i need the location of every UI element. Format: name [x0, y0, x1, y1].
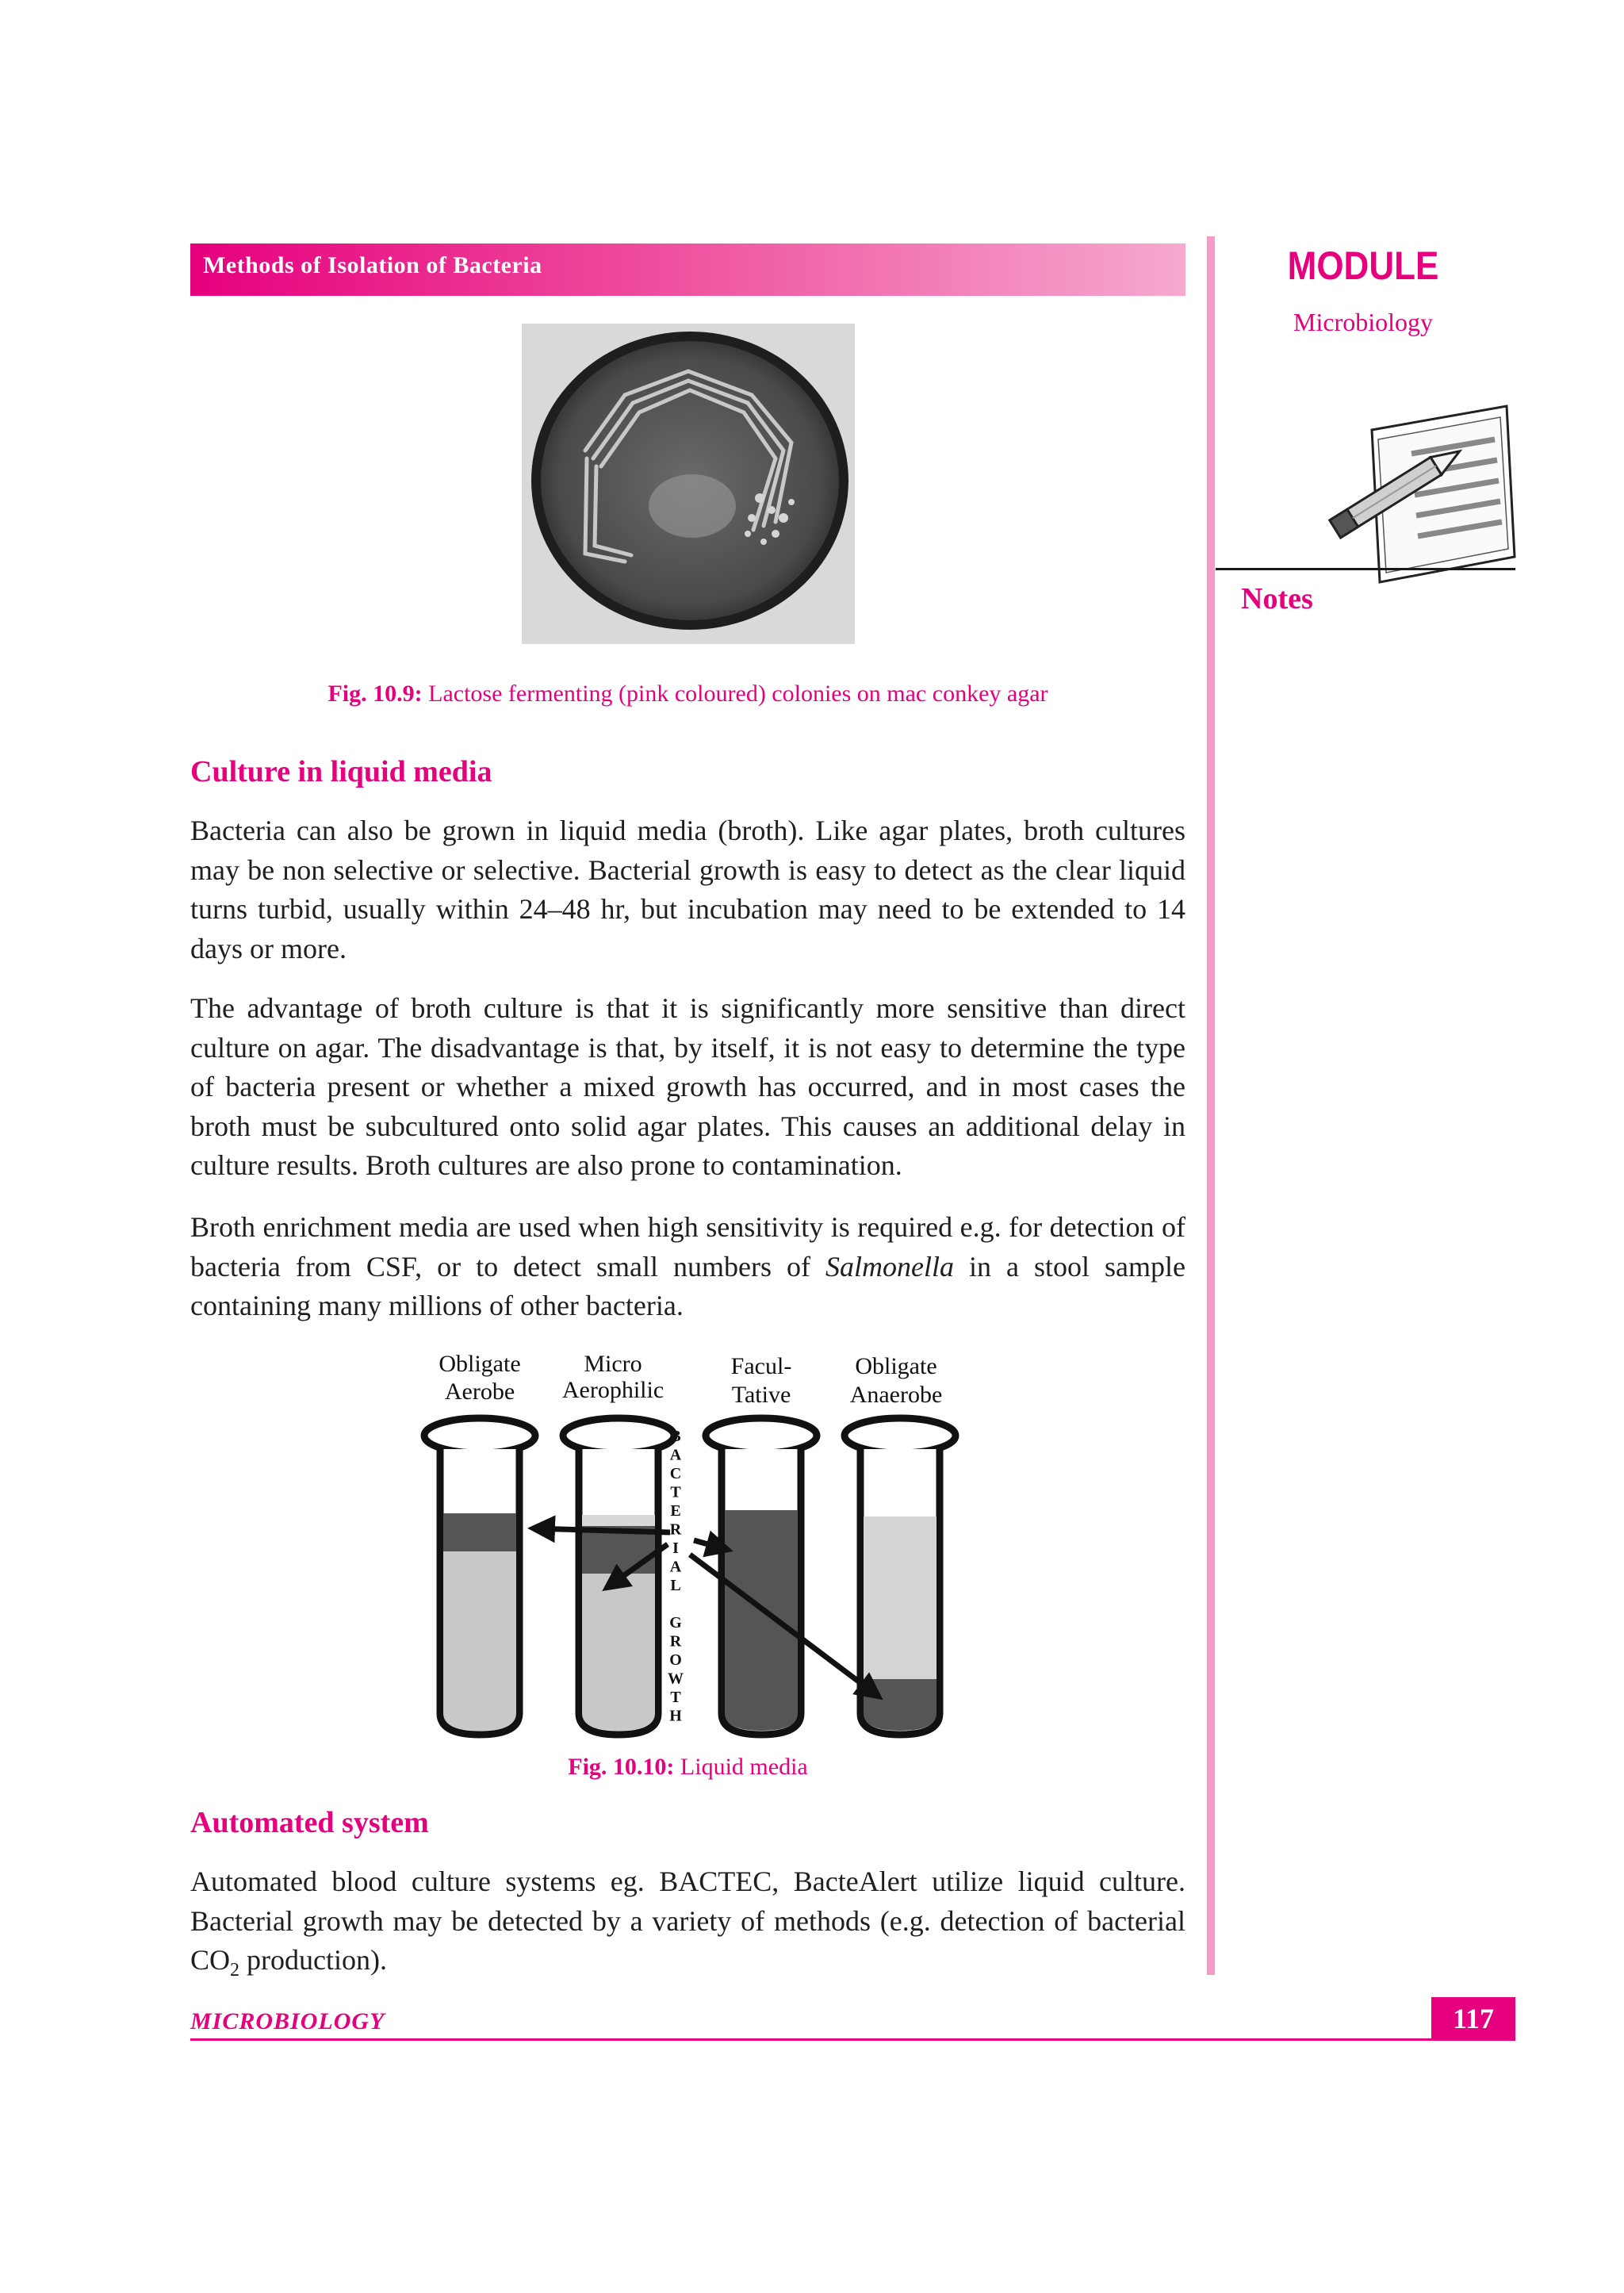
tube-label-obligate-anaerobe-1: Obligate [855, 1353, 937, 1379]
figure-10-10-text: Liquid media [680, 1754, 808, 1780]
module-subject: Microbiology [1293, 308, 1433, 336]
vertical-letter: H [669, 1707, 682, 1725]
section-heading-liquid-media: Culture in liquid media [190, 755, 492, 788]
arrow-to-aerobe [533, 1528, 670, 1532]
petri-dish-photo [522, 324, 855, 644]
tube-label-obligate-anaerobe-2: Anaerobe [849, 1382, 943, 1408]
liquid-media-tubes-diagram [293, 1342, 983, 1743]
notes-divider [1216, 568, 1515, 570]
section-heading-automated-system: Automated system [190, 1806, 429, 1839]
footer-subject-label: MICROBIOLOGY [190, 2008, 385, 2034]
figure-10-10-caption [190, 1754, 1185, 1781]
tube-label-obligate-aerobe-1: Obligate [439, 1351, 521, 1377]
tube-label-facultative-2: Tative [731, 1382, 791, 1408]
vertical-letter: B [670, 1428, 681, 1445]
vertical-letter: R [669, 1632, 682, 1651]
vertical-letter: C [669, 1465, 682, 1482]
module-label: MODULE [1287, 243, 1439, 288]
figure-10-9-text: Lactose fermenting (pink coloured) colonies on mac conkey agar [428, 681, 1048, 707]
vertical-letter: R [669, 1520, 682, 1539]
tube-obligate-anaerobe [845, 1418, 956, 1735]
paragraph-broth-enrichment: Broth enrichment media are used when high sensitivity is required e.g. for detection of bacteria from CSF, or to detect small numbers of Salmonella in a stool sample containing many millions of other bacteria. [190, 1211, 1185, 1321]
tube-obligate-aerobe [424, 1418, 535, 1735]
vertical-letter: I [672, 1540, 679, 1557]
figure-10-9-number: Fig. 10.9: [327, 681, 423, 707]
vertical-letter: A [669, 1446, 682, 1464]
tube-label-obligate-aerobe-2: Aerobe [444, 1378, 515, 1405]
paragraph-automated-system: Automated blood culture systems eg. BACTEC, BacteAlert utilize liquid culture. Bacterial growth may be detected by a variety of methods (e.g. detection of bacterial $CO_2$ production). [190, 1865, 1185, 1980]
notes-pencil-icon [1316, 398, 1522, 606]
tube-label-micro-aerophilic-2: Aerophilic [561, 1377, 665, 1403]
sidebar-rule [1207, 236, 1215, 1975]
tube-label-facultative-1: Facul- [730, 1353, 792, 1379]
vertical-letter: W [668, 1670, 684, 1688]
page-number: 117 [1431, 1997, 1515, 2041]
running-header-title: Methods of Isolation of Bacteria [203, 252, 542, 278]
tube-label-micro-aerophilic-1: Micro [584, 1351, 642, 1377]
paragraph-broth-intro: Bacteria can also be grown in liquid media (broth). Like agar plates, broth cultures may be non selective or selective. Bacterial growth is easy to detect as the clear liquid turns turbid, usually within 24–48 hr, but incubation may need to be extended to 14 days or more. [190, 815, 1185, 964]
notes-label: Notes [1241, 582, 1313, 615]
vertical-letter: E [670, 1502, 681, 1520]
vertical-letter: O [669, 1651, 682, 1669]
vertical-letter: L [670, 1577, 681, 1594]
vertical-letter: G [669, 1614, 682, 1632]
vertical-letter: T [670, 1483, 681, 1501]
footer-rule [190, 2038, 1431, 2041]
vertical-letter: A [669, 1558, 682, 1576]
vertical-letter: T [670, 1689, 681, 1706]
paragraph-broth-advantage: The advantage of broth culture is that it is significantly more sensitive than direct culture on agar. The disadvantage is that, by itself, it is not easy to determine the type of bacteria present or whether a mixed growth has occurred, and in most cases the broth must be subcultured onto solid agar plates. This causes an additional delay in culture results. Broth cultures are also prone to contamination. [190, 992, 1185, 1181]
figure-10-9-caption [190, 681, 1185, 707]
figure-10-10-number: Fig. 10.10: [568, 1754, 675, 1780]
